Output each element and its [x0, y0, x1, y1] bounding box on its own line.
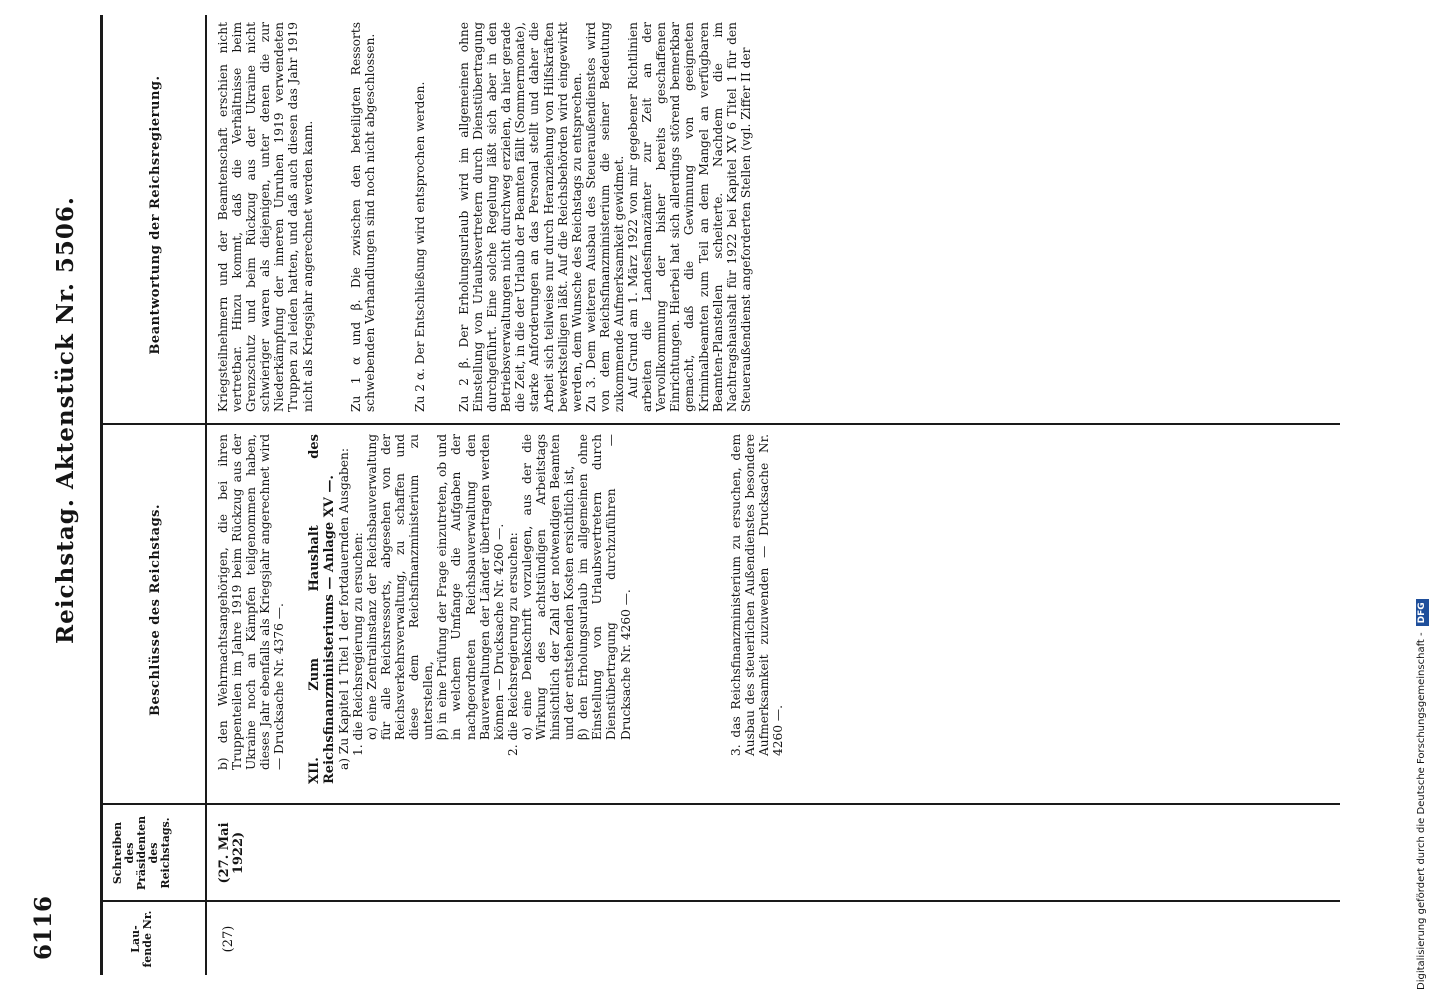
beschluss-1: 1. die Reichsregierung zu ersuchen: — [350, 532, 365, 756]
beschluss-a-intro: a) Zu Kapitel 1 Titel 1 der fortdauernden Ausgaben: — [336, 448, 351, 770]
column-divider-lfd — [100, 901, 1340, 903]
beantwortung-column — [216, 22, 753, 412]
antwort-b: Kriegsteilnehmern und der Beamtenschaft erschien nicht vertretbar. Hinzu kommt, daß die Verhältnisse beim Grenzschutz und beim Rückzug aus der Ukraine nicht schwieriger waren als diejenigen, unter denen die zur Niederkämpfung der inneren Unruhen 1919 verwendeten Truppen zu leiden hatten, und daß auch diesen das Jahr 1919 nicht als Kriegsjahr angerechnet werden kann. — [216, 22, 315, 412]
antwort-zu-2-alpha: Zu 2 α. Der Entschließung wird entsprochen werden. — [412, 81, 427, 412]
antwort-zu-3: Zu 3. Dem weiteren Ausbau des Steueraußendienstes wird von dem Reichsfinanzministerium die seiner Bedeutung zukommende Aufmerksamkeit gewidmet. — [583, 22, 626, 412]
dfg-logo: DFG — [1416, 599, 1429, 626]
beschluss-1-beta: β) in eine Prüfung der Frage einzutreten, ob und in welchem Umfange die Aufgaben der nachgeordneten Reichsbauverwaltung den Bauverwaltungen der Länder übertragen werden können — Drucksache Nr. 4260 —. — [435, 434, 506, 740]
column-divider-date — [100, 804, 1340, 806]
table-header-rule — [205, 15, 207, 975]
column-header-lfd: Lau- fende Nr. — [129, 910, 154, 968]
antwort-zu-1: Zu 1 α und β. Die zwischen den beteiligten Ressorts schwebenden Verhandlungen sind noch nicht abgeschlossen. — [348, 22, 377, 412]
row-date: (27. Mai 1922) — [217, 822, 247, 884]
beschluss-b: b) den Wehrmachtsangehörigen, die bei ihren Truppenteilen im Jahre 1919 beim Rückzug aus der Ukraine noch an Kämpfen teilgenommen haben, dieses Jahr ebenfalls als Kriegsjahr angerechnet wird — Drucksache Nr. 4376 —. — [216, 434, 287, 770]
column-header-beantwortung: Beantwortung der Reichsregierung. — [148, 75, 163, 355]
table-top-rule — [100, 15, 103, 975]
column-divider-beschluesse — [100, 424, 1340, 426]
beschluesse-column — [216, 434, 785, 784]
page-title: Reichstag. Aktenstück Nr. 5506. — [52, 196, 79, 644]
beschluss-1-alpha: α) eine Zentralinstanz der Reichsbauverwaltung für alle Reichsressorts, abgesehen von der Reichsverkehrsverwaltung, zu schaffen und diese dem Reichsfinanzministerium zu unterstellen, — [364, 434, 436, 740]
column-header-beschluesse: Beschlüsse des Reichstags. — [148, 503, 163, 717]
beschluss-2-alpha: α) eine Denkschrift vorzulegen, aus der die Wirkung des achtstündigen Arbeitstags hinsichtlich der Zahl der notwendigen Beamten und der entstehenden Kosten ersichtlich ist, — [519, 434, 577, 740]
beschluss-2: 2. die Reichsregierung zu ersuchen: — [505, 532, 520, 756]
beschluss-2-beta: β) den Erholungsurlaub im allgemeinen ohne Einstellung von Urlaubsvertretern durch Dienstübertragung durchzuführen — Drucksache Nr. 4260 —. — [576, 434, 633, 740]
digitization-credit — [1414, 10, 1430, 990]
beschluss-xii-title: XII. Zum Haushalt des Reichsfinanzministeriums — Anlage XV —. — [307, 434, 337, 784]
column-header-date: Schreiben des Präsidenten des Reichstags. — [111, 815, 172, 891]
digitization-credit-text — [1414, 10, 1430, 990]
credit-text: Digitalisierung gefördert durch die Deutsche Forschungsgemeinschaft - — [1416, 632, 1427, 990]
antwort-zu-3-fortsetzung: Auf Grund am 1. März 1922 von mir gegebener Richtlinien arbeiten die Landesfinanzämter zur Zeit an der Vervollkommnung der bisher bereits geschaffenen Einrichtungen. Hierbei hat sich allerdings störend bemerkbar gemacht, daß die Gewinnung von geeigneten Kriminalbeamten zum Teil an dem Mangel an verfügbaren Beamten-Planstellen scheiterte. Nachdem die im Nachtragshaushalt für 1922 bei Kapitel XV 6 Titel 1 für den Steueraußendienst angeforderten Stellen (vgl. Ziffer II der — [626, 22, 753, 412]
row-number: (27) — [221, 925, 236, 953]
beschluss-3: 3. das Reichsfinanzministerium zu ersuchen, dem Ausbau des steuerlichen Außendienstes besondere Aufmerksamkeit zuzuwenden — Drucksache Nr. 4260 —. — [728, 434, 785, 756]
page-number: 6116 — [30, 895, 57, 960]
antwort-zu-2-beta: Zu 2 β. Der Erholungsurlaub wird im allgemeinen ohne Einstellung von Urlaubsvertretern durch Dienstübertragung durchgeführt. Eine solche Regelung läßt sich aber in den Betriebsverwaltungen nicht durchweg erzielen, da hier gerade die Zeit, in die der Urlaub der Beamten fällt (Sommermonate), starke Anforderungen an das Personal stellt und daher die Arbeit sich teilweise nur durch Heranziehung von Hilfskräften bewerkstelligen läßt. Auf die Reichsbehörden wird eingewirkt werden, dem Wunsche des Reichstags zu entsprechen. — [456, 22, 584, 412]
